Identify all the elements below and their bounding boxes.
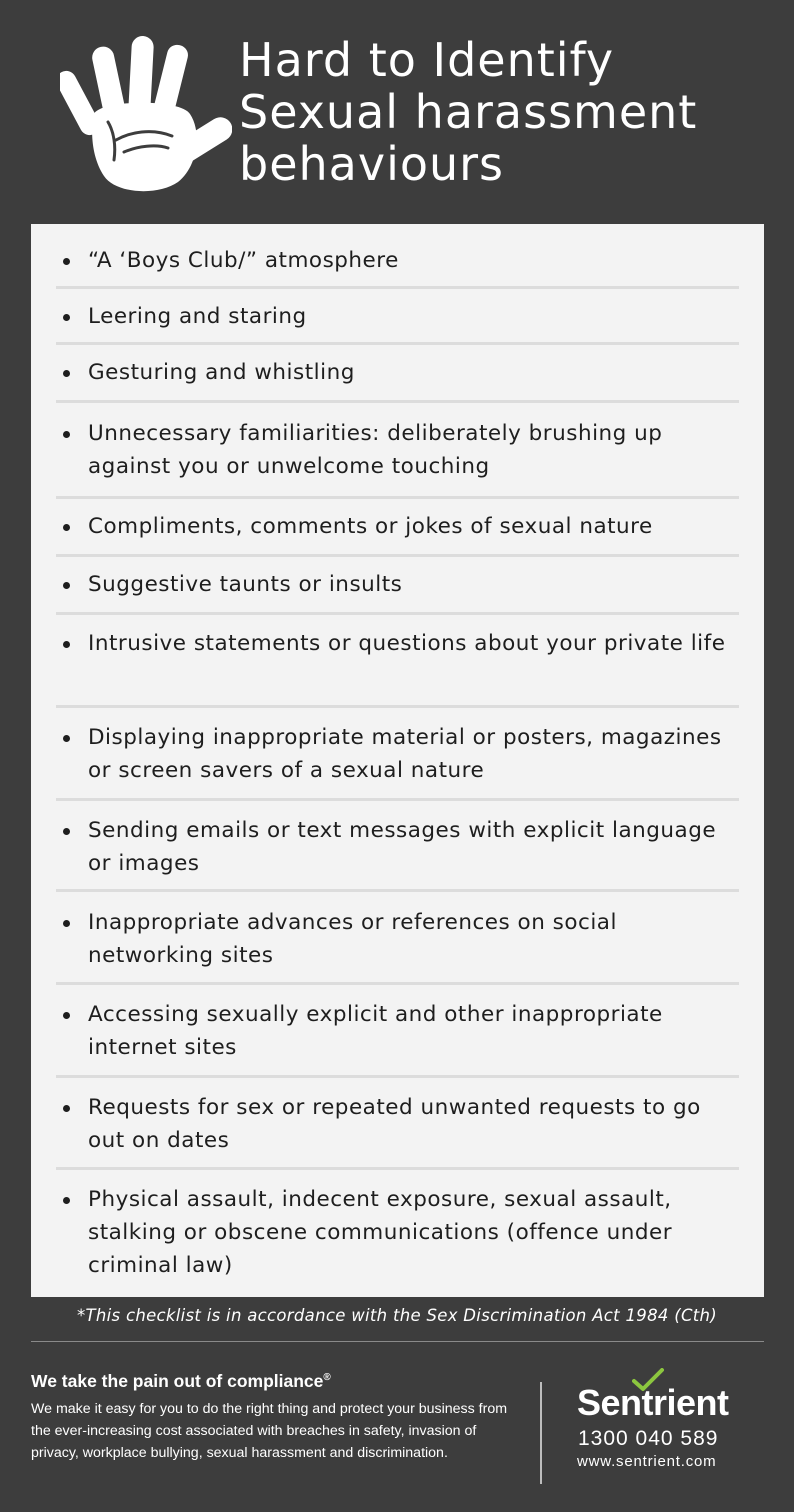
list-item	[56, 721, 739, 787]
divider	[56, 554, 739, 557]
divider	[56, 400, 739, 403]
list-item	[56, 417, 739, 483]
bullet-icon	[63, 431, 70, 438]
bullet-icon	[63, 582, 70, 589]
bullet-icon	[63, 920, 70, 927]
company-blurb: We make it easy for you to do the right thing and protect your business from the ever-increasing cost associated with breaches in safety, invasion of privacy, workplace bullying, sexual harassment and discrimination.	[31, 1401, 508, 1461]
title-line-1: Hard to Identify	[239, 33, 615, 87]
list-item	[56, 627, 739, 660]
list-item-text: Gesturing and whistling	[88, 360, 355, 385]
phone-number: 1300 040 589	[578, 1427, 719, 1450]
bullet-icon	[63, 1105, 70, 1112]
registered-mark: ®	[323, 1372, 331, 1384]
divider	[56, 889, 739, 892]
website-link: www.sentrient.com	[577, 1453, 717, 1470]
bullet-icon	[63, 370, 70, 377]
footer-divider	[31, 1341, 764, 1342]
divider	[56, 982, 739, 985]
list-item	[56, 510, 739, 543]
list-item-text: Intrusive statements or questions about your private life	[88, 631, 726, 656]
title-line-2: Sexual harassment	[239, 85, 698, 139]
list-item-text: Displaying inappropriate material or posters, magazines or screen savers of a sexual nature	[88, 725, 722, 783]
list-item-text: Compliments, comments or jokes of sexual nature	[88, 514, 653, 539]
bullet-icon	[63, 828, 70, 835]
list-item-text: Unnecessary familiarities: deliberately brushing up against you or unwelcome touching	[88, 421, 663, 479]
footer-vertical-divider	[540, 1382, 542, 1484]
divider	[56, 496, 739, 499]
hand-stop-icon	[60, 36, 232, 192]
list-item-text: Requests for sex or repeated unwanted requests to go out on dates	[88, 1095, 701, 1153]
list-item	[56, 244, 739, 277]
bullet-icon	[63, 524, 70, 531]
divider	[56, 705, 739, 708]
divider	[56, 798, 739, 801]
bullet-icon	[63, 314, 70, 321]
list-item-text: “A ‘Boys Club/” atmosphere	[88, 248, 399, 273]
list-item	[56, 906, 739, 972]
bullet-icon	[63, 1197, 70, 1204]
list-item-text: Physical assault, indecent exposure, sexual assault, stalking or obscene communications (offence under criminal law)	[88, 1187, 673, 1278]
bullet-icon	[63, 258, 70, 265]
list-item-text: Sending emails or text messages with explicit language or images	[88, 818, 717, 876]
brand-logo: Sentrient	[577, 1382, 729, 1423]
divider	[56, 1075, 739, 1078]
bullet-icon	[63, 735, 70, 742]
list-item	[56, 998, 739, 1064]
list-item	[56, 356, 739, 389]
list-item	[56, 568, 739, 601]
tagline	[31, 1371, 331, 1392]
list-item-text: Accessing sexually explicit and other inappropriate internet sites	[88, 1002, 663, 1060]
list-item	[56, 814, 739, 880]
page-title	[239, 34, 779, 190]
tagline-text: We take the pain out of compliance	[31, 1371, 324, 1391]
disclaimer-note: *This checklist is in accordance with the Sex Discrimination Act 1984 (Cth)	[76, 1306, 718, 1325]
bullet-icon	[63, 1012, 70, 1019]
list-item	[56, 1183, 739, 1282]
divider	[56, 286, 739, 289]
list-item	[56, 300, 739, 333]
title-line-3: behaviours	[239, 137, 505, 191]
divider	[56, 612, 739, 615]
list-item-text: Inappropriate advances or references on social networking sites	[88, 910, 617, 968]
list-item-text: Leering and staring	[88, 304, 307, 329]
bullet-icon	[63, 641, 70, 648]
divider	[56, 1167, 739, 1170]
divider	[56, 342, 739, 345]
list-item	[56, 1091, 739, 1157]
list-item-text: Suggestive taunts or insults	[88, 572, 403, 597]
checklist-card	[31, 224, 764, 1297]
